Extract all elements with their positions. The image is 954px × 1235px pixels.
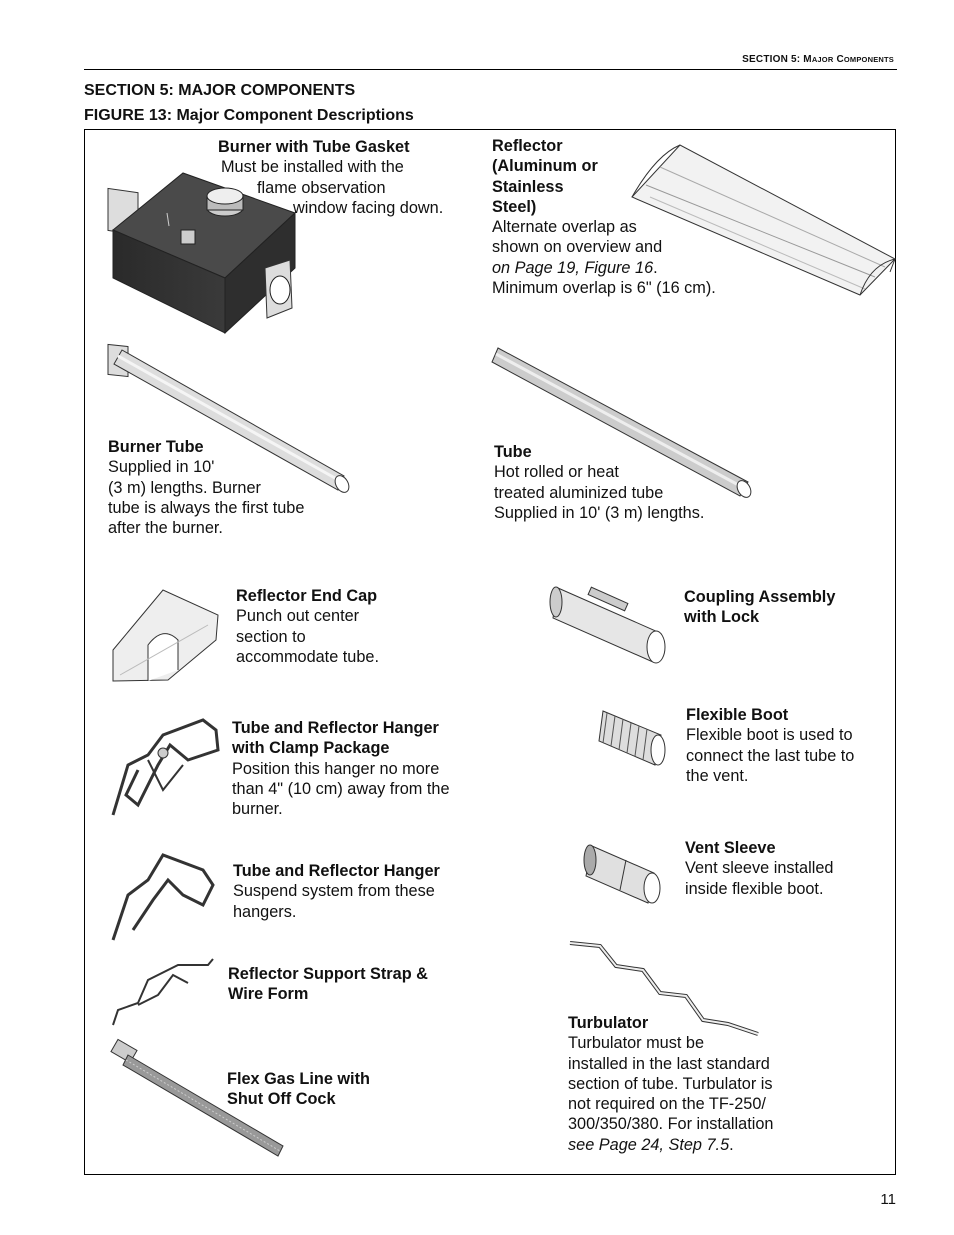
vent-sleeve-line-2: inside flexible boot. [685,879,824,898]
reflector-page-ref: on Page 19, Figure 16 [492,258,654,277]
hanger-line-1: Suspend system from these [233,882,435,901]
tube-description [494,442,704,523]
support-strap-description [228,964,428,1005]
burner-description [218,137,443,218]
reflector-line-1: Alternate overlap as [492,218,637,237]
coupling-title-2: with Lock [684,608,760,627]
flex-boot-title: Flexible Boot [686,706,789,724]
reflector-description [492,136,716,298]
hanger-clamp-line-1: Position this hanger no more [232,759,440,778]
tube-line-1: Hot rolled or heat [494,463,619,482]
burner-tube-line-2: (3 m) lengths. Burner [108,478,261,497]
burner-title: Burner with Tube Gasket [218,138,410,156]
flex-boot-line-1: Flexible boot is used to [686,726,853,745]
flex-gas-title-1: Flex Gas Line with [227,1070,370,1088]
turbulator-line-5: 300/350/380. For installation [568,1115,774,1134]
running-header-prefix: SECTION 5: [742,54,804,65]
hanger-title: Tube and Reflector Hanger [233,862,440,880]
coupling-description [684,587,835,628]
support-strap-illustration [108,955,218,1030]
tube-line-3: Supplied in 10' (3 m) lengths. [494,503,705,522]
reflector-title-1: Reflector [492,137,563,155]
end-cap-description [236,586,379,667]
turbulator-line-4: not required on the TF-250/ [568,1095,766,1114]
burner-tube-description [108,437,304,538]
flex-boot-line-3: the vent. [686,766,749,785]
hanger-clamp-title-2: with Clamp Package [232,739,390,758]
turbulator-line-1: Turbulator must be [568,1034,705,1053]
section-title: SECTION 5: MAJOR COMPONENTS [84,82,356,99]
turbulator-line-6-tail: . [729,1135,734,1154]
reflector-line-3 [492,258,716,278]
tube-line-2: treated aluminized tube [494,483,664,502]
figure-title: FIGURE 13: Major Component Descriptions [84,107,414,124]
running-header [742,54,894,65]
hanger-clamp-title-1: Tube and Reflector Hanger [232,719,439,737]
reflector-line-3-tail: . [653,258,658,277]
turbulator-line-2: installed in the last standard [568,1054,770,1073]
burner-tube-line-4: after the burner. [108,519,223,538]
hanger-line-2: hangers. [233,902,297,921]
running-header-ajor: AJOR [811,55,834,64]
tube-title: Tube [494,443,532,461]
burner-tube-line-3: tube is always the first tube [108,498,305,517]
running-header-m: M [803,54,812,65]
flex-gas-description [227,1069,370,1110]
reflector-line-2: shown on overview and [492,238,663,257]
hanger-clamp-description [232,718,450,819]
header-rule [84,69,897,70]
flexible-boot-illustration [595,705,670,770]
reflector-title-3: Stainless [492,177,564,196]
reflector-title-2: (Aluminum or [492,157,598,176]
flex-boot-line-2: connect the last tube to [686,746,855,765]
end-cap-line-3: accommodate tube. [236,647,379,666]
vent-sleeve-illustration [582,838,667,908]
page-number: 11 [880,1191,896,1208]
hanger-clamp-line-3: burner. [232,800,283,819]
turbulator-page-ref: see Page 24, Step 7.5 [568,1135,730,1154]
turbulator-line-3: section of tube. Turbulator is [568,1074,773,1093]
turbulator-title: Turbulator [568,1014,649,1032]
turbulator-description [568,1013,773,1155]
support-strap-title-1: Reflector Support Strap & [228,965,428,983]
end-cap-title: Reflector End Cap [236,587,378,605]
hanger-illustration [108,850,218,945]
running-header-omponents: OMPONENTS [843,55,894,64]
burner-tube-title: Burner Tube [108,438,204,456]
reflector-title-4: Steel) [492,197,537,216]
vent-sleeve-title: Vent Sleeve [685,839,776,857]
burner-line-1: Must be installed with the [221,158,404,177]
coupling-title-1: Coupling Assembly [684,588,836,606]
flex-boot-description [686,705,854,786]
hanger-clamp-line-2: than 4" (10 cm) away from the [232,779,450,798]
burner-tube-line-1: Supplied in 10' [108,458,215,477]
end-cap-line-2: section to [236,627,306,646]
turbulator-line-6 [568,1135,773,1155]
flex-gas-title-2: Shut Off Cock [227,1090,336,1109]
vent-sleeve-line-1: Vent sleeve installed [685,859,834,878]
running-header-c: C [836,54,844,65]
hanger-clamp-illustration [108,715,223,820]
vent-sleeve-description [685,838,833,899]
end-cap-line-1: Punch out center [236,607,360,626]
burner-line-3: window facing down. [293,198,444,217]
hanger-description [233,861,440,922]
coupling-assembly-illustration [548,580,673,670]
support-strap-title-2: Wire Form [228,985,309,1004]
reflector-line-4: Minimum overlap is 6" (16 cm). [492,279,716,298]
reflector-end-cap-illustration [108,585,223,685]
burner-line-2: flame observation [257,178,386,197]
